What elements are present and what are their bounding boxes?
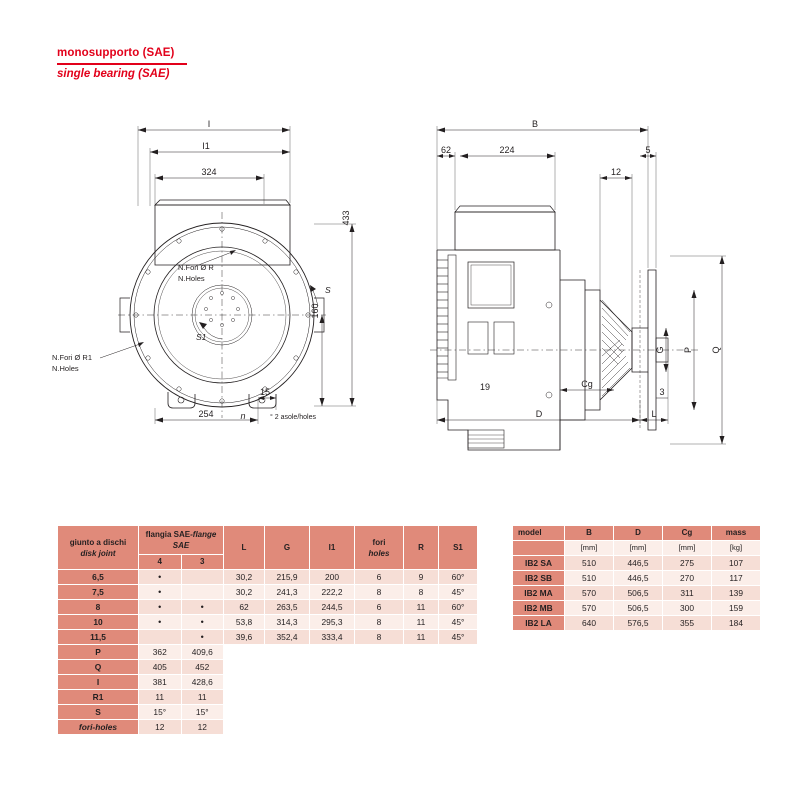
label-S1: S1 [196, 332, 207, 342]
cell-mass: 159 [712, 601, 761, 616]
footer-label: I [58, 675, 139, 690]
cell-S1: 45° [439, 585, 478, 600]
footer-c4: 15° [139, 705, 182, 720]
table-row [513, 616, 761, 631]
table-footer-row [58, 705, 478, 720]
dim-label-3: 3 [659, 387, 665, 397]
unit-B: [mm] [565, 541, 614, 556]
cell-Cg: 355 [663, 616, 712, 631]
dim-label-G: G [655, 346, 665, 354]
dim-label-324: 324 [201, 167, 217, 177]
footer-c3: 11 [181, 690, 224, 705]
cell-holes: 8 [355, 630, 404, 645]
dim-label-L: L [651, 409, 657, 419]
dim-label-160: 160 [310, 303, 320, 319]
cell-G: 241,3 [265, 585, 310, 600]
cell-joint: 6,5 [58, 570, 139, 585]
table-row [58, 570, 478, 585]
header-mass: mass [712, 526, 761, 541]
table-row [513, 586, 761, 601]
cell-L: 62 [224, 600, 265, 615]
table-row [58, 600, 478, 615]
dim-label-224: 224 [499, 145, 515, 155]
footer-label: fori-holes [58, 720, 139, 735]
cell-B: 570 [565, 601, 614, 616]
title-italian: monosupporto (SAE) [57, 47, 175, 59]
header-flange-3: 3 [181, 555, 224, 570]
cell-R: 11 [404, 600, 439, 615]
table-row [58, 585, 478, 600]
header-joint-en: disk joint [80, 548, 116, 558]
cell-I1: 333,4 [310, 630, 355, 645]
cell-G: 352,4 [265, 630, 310, 645]
cell-joint: 10 [58, 615, 139, 630]
table-row [58, 615, 478, 630]
cell-B: 510 [565, 556, 614, 571]
label-asole: ° 2 asole/holes [270, 414, 316, 421]
cell-joint: 8 [58, 600, 139, 615]
table-row [513, 556, 761, 571]
cell-flange4: • [139, 600, 182, 615]
cell-mass: 117 [712, 571, 761, 586]
header-flange-sae [139, 526, 224, 555]
dim-label-15: 15 [259, 387, 271, 397]
cell-model: IB2 MA [513, 586, 565, 601]
cell-R: 9 [404, 570, 439, 585]
cell-B: 570 [565, 586, 614, 601]
footer-label: R1 [58, 690, 139, 705]
cell-S1: 60° [439, 600, 478, 615]
dim-label-n: n [240, 411, 246, 421]
dim-label-62: 62 [440, 145, 452, 155]
header-joint-it: giunto a dischi [69, 537, 127, 547]
label-nholes-R1: N.Holes [52, 364, 79, 373]
cell-L: 53,8 [224, 615, 265, 630]
cell-D: 506,5 [614, 586, 663, 601]
cell-mass: 184 [712, 616, 761, 631]
label-nfori-R: N.Fori Ø R [178, 263, 214, 272]
cell-D: 446,5 [614, 556, 663, 571]
cell-flange4: • [139, 585, 182, 600]
dim-label-254: 254 [198, 409, 214, 419]
footer-label: Q [58, 660, 139, 675]
cell-S1: 45° [439, 615, 478, 630]
cell-holes: 8 [355, 615, 404, 630]
cell-L: 30,2 [224, 570, 265, 585]
cell-model: IB2 SA [513, 556, 565, 571]
header-G: G [265, 526, 310, 570]
footer-c3: 15° [181, 705, 224, 720]
cell-D: 506,5 [614, 601, 663, 616]
cell-joint: 7,5 [58, 585, 139, 600]
dim-label-5: 5 [645, 145, 651, 155]
label-nfori-R1: N.Fori Ø R1 [52, 353, 93, 362]
table-footer-row [58, 720, 478, 735]
unit-Cg: [mm] [663, 541, 712, 556]
cell-G: 263,5 [265, 600, 310, 615]
model-table-element [512, 525, 761, 631]
cell-I1: 244,5 [310, 600, 355, 615]
cell-flange3 [181, 570, 224, 585]
cell-flange4: • [139, 570, 182, 585]
dimensions-table-element [57, 525, 478, 735]
header-disk-joint [58, 526, 139, 570]
footer-c3: 409,6 [181, 645, 224, 660]
table-footer-row [58, 690, 478, 705]
cell-flange3: • [181, 615, 224, 630]
footer-c4: 11 [139, 690, 182, 705]
dim-label-D: D [535, 409, 543, 419]
cell-L: 30,2 [224, 585, 265, 600]
footer-c4: 362 [139, 645, 182, 660]
cell-mass: 107 [712, 556, 761, 571]
technical-drawing [0, 100, 800, 500]
header-S1: S1 [439, 526, 478, 570]
cell-model: IB2 MB [513, 601, 565, 616]
cell-joint: 11,5 [58, 630, 139, 645]
unit-D: [mm] [614, 541, 663, 556]
cell-mass: 139 [712, 586, 761, 601]
footer-c3: 12 [181, 720, 224, 735]
header-I1: I1 [310, 526, 355, 570]
dimensions-table [57, 525, 478, 735]
cell-S1: 60° [439, 570, 478, 585]
cell-R: 8 [404, 585, 439, 600]
cell-D: 446,5 [614, 571, 663, 586]
dim-label-19: 19 [479, 382, 491, 392]
cell-S1: 45° [439, 630, 478, 645]
header-flange-4: 4 [139, 555, 182, 570]
label-nholes-R: N.Holes [178, 274, 205, 283]
cell-flange4: • [139, 615, 182, 630]
cell-R: 11 [404, 615, 439, 630]
label-S: S [325, 285, 331, 295]
cell-L: 39,6 [224, 630, 265, 645]
header-D: D [614, 526, 663, 541]
dim-label-433: 433 [341, 210, 351, 226]
unit-model [513, 541, 565, 556]
dim-label-I1: I1 [202, 141, 210, 151]
header-holes-en: holes [368, 548, 390, 558]
cell-Cg: 275 [663, 556, 712, 571]
cell-I1: 222,2 [310, 585, 355, 600]
dim-label-B: B [531, 119, 539, 129]
cell-flange3: • [181, 630, 224, 645]
footer-c4: 381 [139, 675, 182, 690]
title-english: single bearing (SAE) [57, 67, 170, 80]
header-flange-en: -flange SAE [172, 530, 217, 550]
dim-label-P: P [683, 346, 693, 354]
cell-B: 510 [565, 571, 614, 586]
cell-holes: 6 [355, 600, 404, 615]
table-row [513, 571, 761, 586]
footer-c3: 428,6 [181, 675, 224, 690]
cell-holes: 6 [355, 570, 404, 585]
model-units-row [513, 541, 761, 556]
table-footer-row [58, 660, 478, 675]
header-Cg: Cg [663, 526, 712, 541]
header-flange-it: flangia SAE [145, 530, 191, 539]
cell-holes: 8 [355, 585, 404, 600]
cell-I1: 200 [310, 570, 355, 585]
table-row [58, 630, 478, 645]
cell-G: 314,3 [265, 615, 310, 630]
table-header-row [58, 526, 478, 555]
table-footer-row [58, 645, 478, 660]
table-row [513, 601, 761, 616]
cell-Cg: 270 [663, 571, 712, 586]
header-model: model [513, 526, 565, 541]
cell-B: 640 [565, 616, 614, 631]
cell-Cg: 300 [663, 601, 712, 616]
footer-c3: 452 [181, 660, 224, 675]
dim-label-Q: Q [711, 346, 721, 354]
footer-label: S [58, 705, 139, 720]
dim-label-Cg: Cg [581, 379, 593, 389]
footer-c4: 12 [139, 720, 182, 735]
cell-I1: 295,3 [310, 615, 355, 630]
model-header-row [513, 526, 761, 541]
cell-model: IB2 LA [513, 616, 565, 631]
cell-R: 11 [404, 630, 439, 645]
dim-label-12: 12 [610, 167, 622, 177]
model-table [512, 525, 761, 631]
title-divider [57, 63, 187, 65]
cell-flange3: • [181, 600, 224, 615]
cell-D: 576,5 [614, 616, 663, 631]
table-footer-row [58, 675, 478, 690]
cell-flange4 [139, 630, 182, 645]
header-L: L [224, 526, 265, 570]
cell-model: IB2 SB [513, 571, 565, 586]
cell-Cg: 311 [663, 586, 712, 601]
dim-label-I: I [207, 119, 211, 129]
footer-label: P [58, 645, 139, 660]
footer-c4: 405 [139, 660, 182, 675]
header-R: R [404, 526, 439, 570]
header-B: B [565, 526, 614, 541]
cell-flange3 [181, 585, 224, 600]
page-title [57, 46, 317, 82]
unit-mass: [kg] [712, 541, 761, 556]
cell-G: 215,9 [265, 570, 310, 585]
header-holes [355, 526, 404, 570]
header-holes-it: fori [372, 537, 386, 547]
